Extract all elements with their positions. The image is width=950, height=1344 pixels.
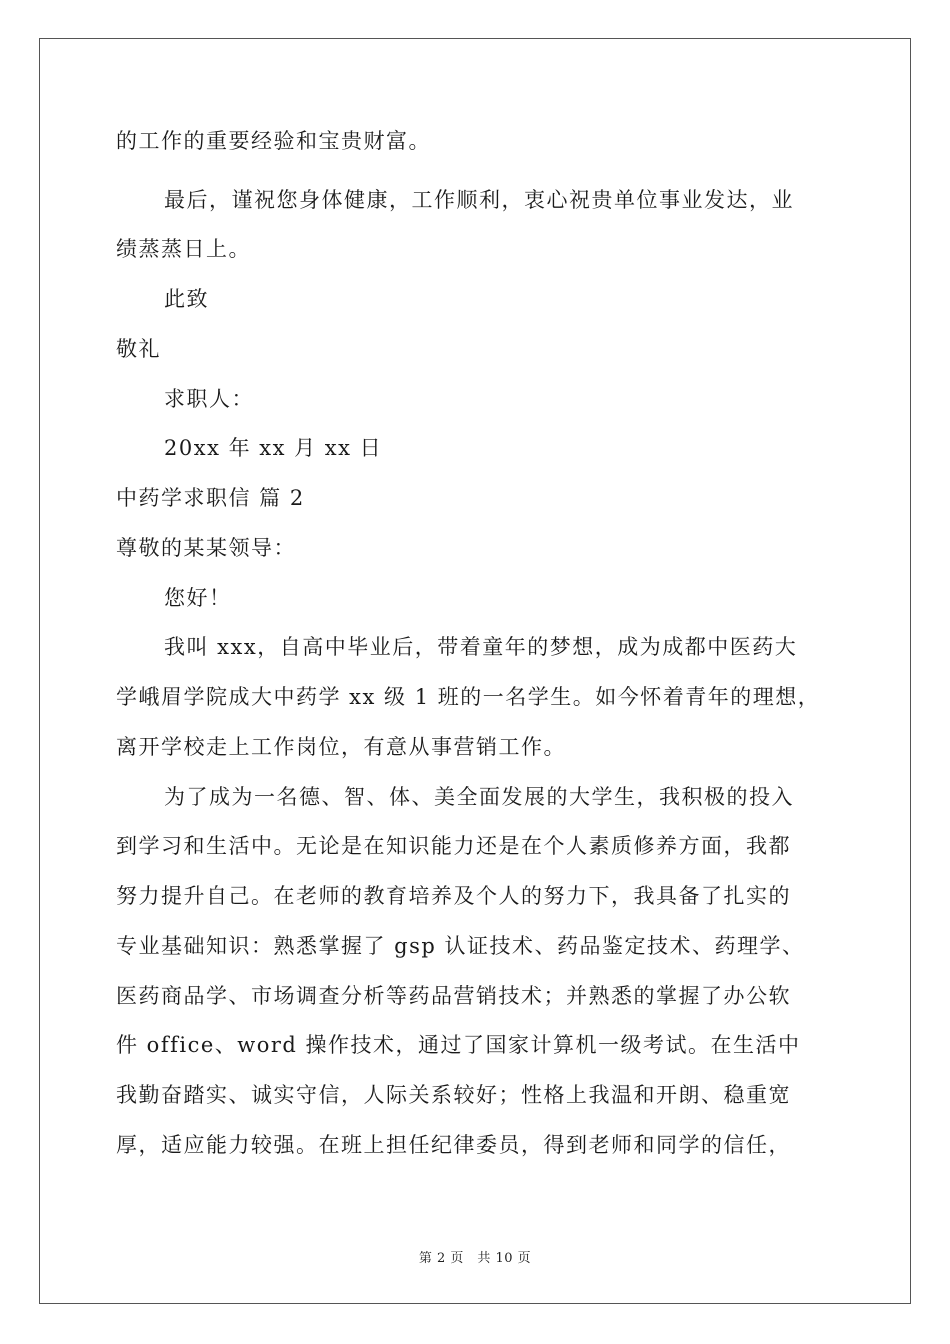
paragraph-line: 到学习和生活中。无论是在知识能力还是在个人素质修养方面，我都 <box>116 834 791 858</box>
paragraph-line: 厚，适应能力较强。在班上担任纪律委员，得到老师和同学的信任， <box>116 1133 791 1157</box>
closing-salutation: 此致 <box>164 287 209 311</box>
paragraph-line: 离开学校走上工作岗位，有意从事营销工作。 <box>116 735 566 759</box>
date-line: 20xx 年 xx 月 xx 日 <box>164 436 383 460</box>
paragraph-line: 件 office、word 操作技术，通过了国家计算机一级考试。在生活中 <box>116 1033 801 1057</box>
paragraph-line: 专业基础知识：熟悉掌握了 gsp 认证技术、药品鉴定技术、药理学、 <box>116 934 805 958</box>
paragraph-line: 的工作的重要经验和宝贵财富。 <box>116 129 431 153</box>
greeting: 您好！ <box>164 586 232 610</box>
paragraph-line: 我勤奋踏实、诚实守信，人际关系较好；性格上我温和开朗、稳重宽 <box>116 1083 791 1107</box>
greeting: 尊敬的某某领导： <box>116 536 296 560</box>
paragraph-line: 我叫 xxx，自高中毕业后，带着童年的梦想，成为成都中医药大 <box>164 635 798 659</box>
closing-salutation: 敬礼 <box>116 337 161 361</box>
page-number: 第 2 页 共 10 页 <box>418 1251 532 1266</box>
paragraph-line: 最后，谨祝您身体健康，工作顺利，衷心祝贵单位事业发达，业 <box>164 188 794 212</box>
paragraph-line: 医药商品学、市场调查分析等药品营销技术；并熟悉的掌握了办公软 <box>116 984 791 1008</box>
signature-label: 求职人： <box>164 387 254 411</box>
page-frame <box>39 38 911 1304</box>
paragraph-line: 努力提升自己。在老师的教育培养及个人的努力下，我具备了扎实的 <box>116 884 791 908</box>
paragraph-line: 学峨眉学院成大中药学 xx 级 1 班的一名学生。如今怀着青年的理想， <box>116 685 821 709</box>
paragraph-line: 为了成为一名德、智、体、美全面发展的大学生，我积极的投入 <box>164 785 794 809</box>
section-heading: 中药学求职信 篇 2 <box>116 486 305 510</box>
paragraph-line: 绩蒸蒸日上。 <box>116 237 251 261</box>
